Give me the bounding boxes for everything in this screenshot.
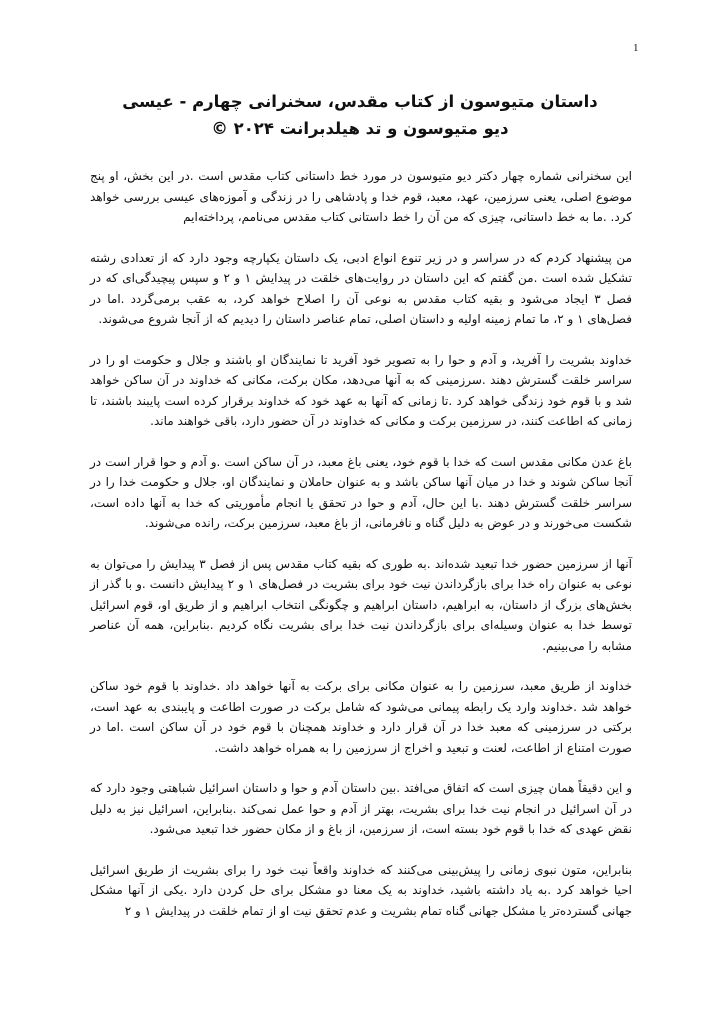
document-title bbox=[90, 88, 630, 142]
paragraph-1: این سخنرانی شماره چهار دکتر دیو متیوسون در مورد خط داستانی کتاب مقدس است .در این بخش، او پنج موضوع اصلی، یعنی سرزمین، عهد، معبد، قوم خدا و پادشاهی را در زندگی و آموزه‌های عیسی بررسی خواهد کرد. .ما به خط داستانی، چیزی که من آن را خط داستانی کتاب مقدس می‌نامم، پرداخته‌ایم bbox=[90, 169, 632, 224]
paragraph-4: باغ عدن مکانی مقدس است که خدا با قوم خود، یعنی باغ معبد، در آن ساکن است .و آدم و حوا قرار است در آنجا ساکن شوند و خدا در میان آنها ساکن باشد و به عنوان حاملان و نمایندگان او، جلال و حکومت خدا را در سراسر خلقت گسترش دهند .با این حال، آدم و حوا در تحقق یا انجام مأموریتی که خدا به آنها داده است، شکست می‌خورند و در عوض به دلیل گناه و نافرمانی، از باغ معبد، سرزمین برکت، رانده می‌شوند. bbox=[90, 454, 632, 530]
document-body bbox=[90, 166, 632, 941]
paragraph-7: و این دقیقاً همان چیزی است که اتفاق می‌افتد .بین داستان آدم و حوا و داستان اسرائیل شباهتی وجود دارد که در آن اسرائیل در انجام نیت خدا برای بشریت، بهتر از آدم و حوا عمل نمی‌کند .بنابراین، اسرائیل نیز به دلیل نقض عهدی که خدا با قوم خود بسته است، از سرزمین، از باغ و از مکان حضور خدا تبعید می‌شود. bbox=[90, 781, 632, 836]
title-line-1: داستان متیوسون از کتاب مقدس، سخنرانی چهارم - عیسی bbox=[122, 92, 598, 111]
paragraph-8: بنابراین، متون نبوی زمانی را پیش‌بینی می‌کنند که خداوند واقعاً نیت خود را برای بشریت از طریق اسرائیل احیا خواهد کرد .به یاد داشته باشید، خداوند به یک معنا دو مشکل برای حل کردن دارد .یکی از آنها مشکل جهانی گسترده‌تر یا مشکل جهانی گناه تمام بشریت و عدم تحقق نیت او از تمام خلقت در پیدایش ۱ و ۲ bbox=[90, 862, 632, 918]
paragraph-5: آنها از سرزمین حضور خدا تبعید شده‌اند .به طوری که بقیه کتاب مقدس پس از فصل ۳ پیدایش را می‌توان به نوعی به عنوان راه خدا برای بازگرداندن نیت خود برای بشریت در فصل‌های ۱ و ۲ پیدایش دانست .و با گذر از بخش‌های بزرگ از داستان، به ابراهیم، داستان ابراهیم و چگونگی انتخاب ابراهیم و از طریق او، قوم اسرائیل توسط خدا به عنوان وسیله‌ای برای بازگرداندن نیت خدا برای بشریت نگاه کردیم .بنابراین، همه آن عناصر مشابه را می‌بینیم. bbox=[90, 556, 632, 653]
title-line-2: دیو متیوسون و تد هیلدبرانت ۲۰۲۴ © bbox=[211, 119, 509, 138]
paragraph-3: خداوند بشریت را آفرید، و آدم و حوا را به تصویر خود آفرید تا نمایندگان او باشند و جلال و حکومت او را در سراسر خلقت گسترش دهند .سرزمینی که به آنها می‌دهد، مکان برکت، مکانی که خداوند در آن ساکن خواهد شد و با قوم خود زندگی خواهد کرد .تا زمانی که آنها به عهد خود که خداوند برقرار کرده است پایبند باشند، تا زمانی که اطاعت کنند، در سرزمین برکت و مکانی که خداوند در آن حضور دارد، باقی خواهند ماند. bbox=[90, 352, 632, 428]
paragraph-2: من پیشنهاد کردم که در سراسر و در زیر تنوع انواع ادبی، یک داستان یکپارچه وجود دارد که از تعدادی رشته تشکیل شده است .من گفتم که این داستان در روایت‌های خلقت در پیدایش ۱ و ۲ و سپس پیچیدگی‌ای که در فصل ۳ ایجاد می‌شود و بقیه کتاب مقدس به نوعی آن را اصلاح خواهد کرد، به عقب برمی‌گردد .اما در فصل‌های ۱ و ۲، ما تمام زمینه اولیه و داستان اصلی، تمام عناصر داستان را دیدیم که از آنجا شروع می‌شوند. bbox=[90, 250, 633, 326]
paragraph-6: خداوند از طریق معبد، سرزمین را به عنوان مکانی برای برکت به آنها خواهد داد .خداوند با قوم خود ساکن خواهد شد .خداوند وارد یک رابطه پیمانی می‌شود که شامل برکت در صورت اطاعت و پایبندی به عهد است، برکتی در سرزمینی که معبد خدا در آن قرار دارد و خداوند همچنان با قوم خود در آن ساکن است .اما در صورت امتناع از اطاعت، لعنت و تبعید و اخراج از سرزمین را به همراه خواهد داشت. bbox=[90, 679, 632, 755]
page-number: 1 bbox=[633, 42, 639, 54]
